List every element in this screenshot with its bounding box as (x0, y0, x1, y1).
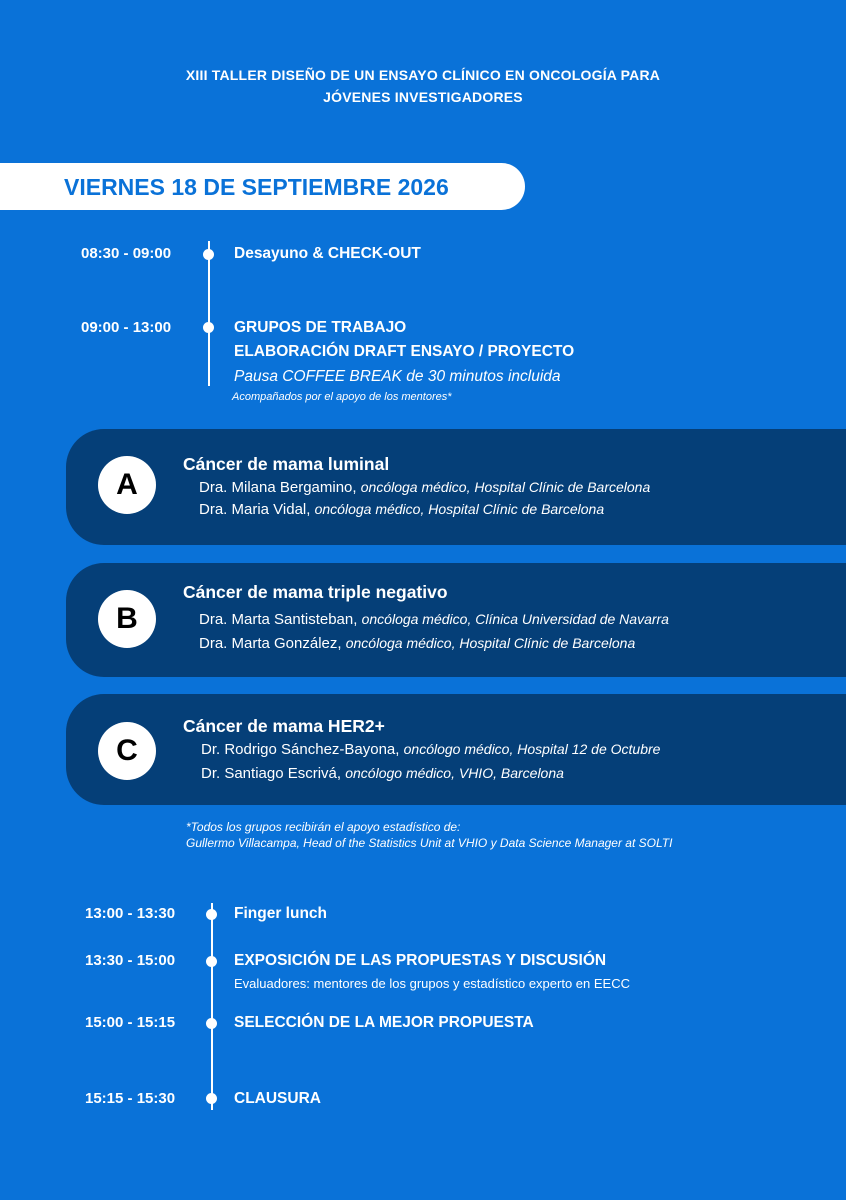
time-slot: 13:00 - 13:30 (85, 905, 176, 922)
group-title: Cáncer de mama triple negativo (183, 582, 448, 602)
mentor-line (201, 741, 660, 758)
afternoon-timeline-line (211, 903, 213, 1110)
statistics-note (186, 819, 672, 851)
mentor-role: oncólogo médico, Hospital 12 de Octubre (403, 741, 661, 757)
mentor-role: oncólogo médico, VHIO, Barcelona (345, 765, 564, 781)
timeline-dot (203, 322, 214, 333)
session-title: Desayuno & CHECK-OUT (234, 245, 421, 262)
mentor-line (199, 501, 604, 518)
mentor-name: Dr. Rodrigo Sánchez-Bayona, (201, 741, 400, 758)
time-slot: 15:15 - 15:30 (85, 1090, 176, 1107)
time-slot: 13:30 - 15:00 (85, 952, 176, 969)
event-title-line1: XIII TALLER DISEÑO DE UN ENSAYO CLÍNICO EN ONCOLOGÍA PARA (185, 67, 661, 83)
session-description: Evaluadores: mentores de los grupos y estadístico experto en EECC (234, 976, 630, 991)
session-title: CLAUSURA (234, 1090, 321, 1107)
timeline-dot (203, 249, 214, 260)
session-title: EXPOSICIÓN DE LAS PROPUESTAS Y DISCUSIÓN (234, 952, 607, 969)
time-slot: 15:00 - 15:15 (85, 1014, 176, 1031)
session-block (234, 316, 574, 364)
group-title: Cáncer de mama luminal (183, 454, 390, 474)
mentor-role: oncóloga médico, Clínica Universidad de Navarra (361, 611, 669, 627)
timeline-dot (206, 1018, 217, 1029)
timeline-dot (206, 1093, 217, 1104)
timeline-dot (206, 956, 217, 967)
statistics-note-line1: *Todos los grupos recibirán el apoyo estadístico de: (186, 820, 461, 834)
event-title (0, 64, 846, 108)
session-title: Finger lunch (234, 905, 327, 922)
time-slot: 09:00 - 13:00 (81, 319, 172, 336)
mentor-line (199, 611, 669, 628)
group-letter-badge: B (98, 590, 156, 648)
mentor-role: oncóloga médico, Hospital Clínic de Barcelona (360, 479, 651, 495)
mentor-line (199, 479, 650, 496)
group-letter-badge: A (98, 456, 156, 514)
mentor-name: Dra. Maria Vidal, (199, 501, 311, 518)
coffee-break-note: Pausa COFFEE BREAK de 30 minutos incluida (234, 368, 561, 385)
session-subtitle: ELABORACIÓN DRAFT ENSAYO / PROYECTO (234, 343, 575, 360)
session-title: GRUPOS DE TRABAJO (234, 319, 407, 336)
mentors-note: Acompañados por el apoyo de los mentores* (232, 391, 452, 403)
mentor-role: oncóloga médico, Hospital Clínic de Barcelona (345, 635, 636, 651)
session-title: SELECCIÓN DE LA MEJOR PROPUESTA (234, 1014, 534, 1031)
mentor-line (201, 765, 564, 782)
group-letter-badge: C (98, 722, 156, 780)
morning-timeline-line (208, 241, 210, 386)
mentor-role: oncóloga médico, Hospital Clínic de Barcelona (314, 501, 605, 517)
group-title: Cáncer de mama HER2+ (183, 716, 385, 736)
timeline-dot (206, 909, 217, 920)
mentor-name: Dra. Marta Santisteban, (199, 611, 358, 628)
mentor-line (199, 635, 635, 652)
mentor-name: Dra. Milana Bergamino, (199, 479, 357, 496)
mentor-name: Dra. Marta González, (199, 635, 342, 652)
mentor-name: Dr. Santiago Escrivá, (201, 765, 342, 782)
day-label: VIERNES 18 DE SEPTIEMBRE 2026 (64, 174, 449, 200)
event-title-line2: JÓVENES INVESTIGADORES (323, 89, 523, 105)
statistics-note-line2: Gullermo Villacampa, Head of the Statistics Unit at VHIO y Data Science Manager at SOLTI (186, 836, 673, 850)
time-slot: 08:30 - 09:00 (81, 245, 172, 262)
